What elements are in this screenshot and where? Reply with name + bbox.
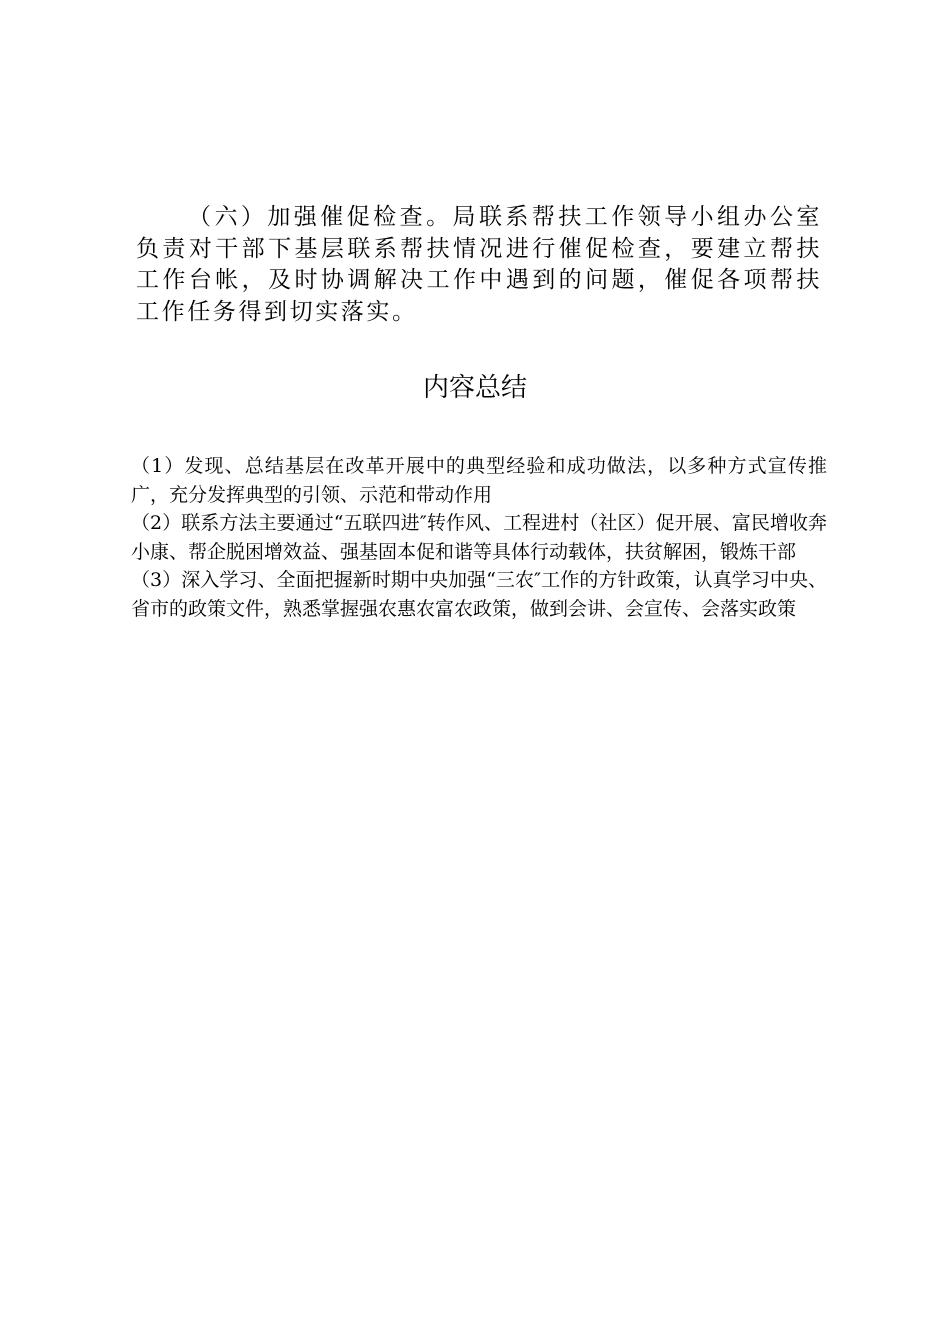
summary-item-3: （3）深入学习、全面把握新时期中央加强“三农″工作的方针政策，认真学习中央、省市的政策文件，熟悉掌握强农惠农富农政策，做到会讲、会宣传、会落实政策 — [131, 569, 827, 620]
summary-title: 内容总结 — [422, 373, 527, 403]
summary-list — [131, 452, 827, 623]
summary-item-1: （1）发现、总结基层在改革开展中的典型经验和成功做法，以多种方式宣传推广，充分发挥典型的引领、示范和带动作用 — [131, 455, 827, 506]
section-six-paragraph: （六）加强催促检查。局联系帮扶工作领导小组办公室负责对干部下基层联系帮扶情况进行催促检查，要建立帮扶工作台帐，及时协调解决工作中遇到的问题，催促各项帮扶工作任务得到切实落实。 — [136, 204, 822, 325]
summary-item-2: （2）联系方法主要通过“五联四进″转作风、工程进村（社区）促开展、富民增收奔小康、帮企脱困增效益、强基固本促和谐等具体行动载体，扶贫解困，锻炼干部 — [131, 512, 827, 563]
